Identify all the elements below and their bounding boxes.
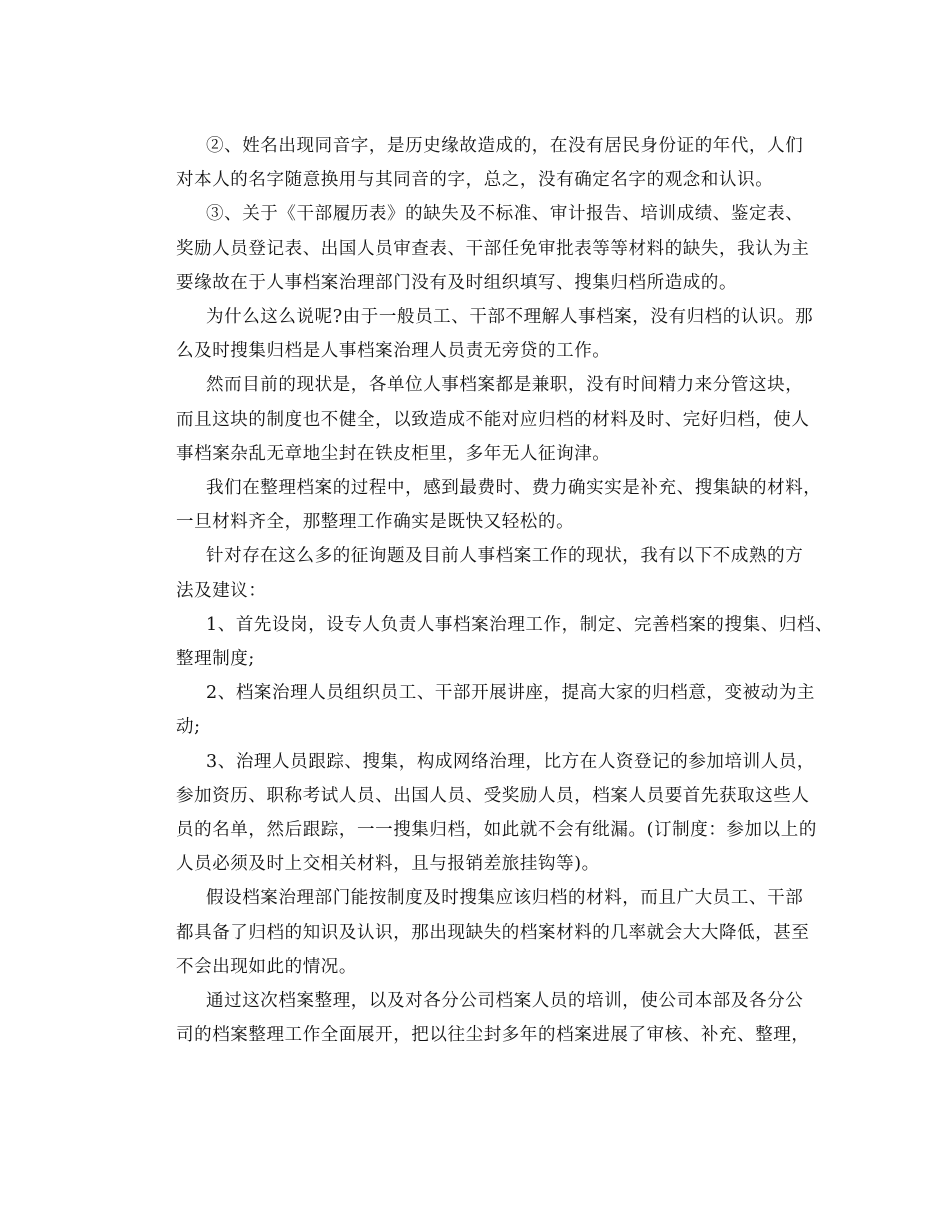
- text-line: 么及时搜集归档是人事档案治理人员责无旁贷的工作。: [176, 341, 611, 362]
- text-line: 整理制度;: [176, 649, 255, 670]
- text-line: 然而目前的现状是，各单位人事档案都是兼职，没有时间精力来分管这块，: [206, 375, 804, 396]
- text-line: 要缘故在于人事档案治理部门没有及时组织填写、搜集归档所造成的。: [176, 272, 738, 293]
- text-line: ③、关于《干部履历表》的缺失及不标准、审计报告、培训成绩、鉴定表、: [206, 204, 804, 225]
- paragraph-1: [146, 129, 846, 197]
- text-line: 为什么这么说呢?由于一般员工、干部不理解人事档案，没有归档的认识。那: [206, 307, 814, 328]
- text-line: 对本人的名字随意换用与其同音的字，总之，没有确定名字的观念和认识。: [176, 170, 774, 191]
- paragraph-9: [146, 745, 846, 882]
- text-line: 通过这次档案整理，以及对各分公司档案人员的培训，使公司本部及各分公: [206, 991, 804, 1012]
- paragraph-10: [146, 881, 846, 984]
- document-body: [146, 129, 846, 1052]
- paragraph-11: [146, 984, 846, 1052]
- paragraph-4: [146, 368, 846, 471]
- text-line: 事档案杂乱无章地尘封在铁皮柜里，多年无人征询津。: [176, 443, 611, 464]
- paragraph-7: [146, 608, 846, 676]
- text-line: 人员必须及时上交相关材料，且与报销差旅挂钩等)。: [176, 854, 600, 875]
- paragraph-2: [146, 197, 846, 300]
- text-line: 假设档案治理部门能按制度及时搜集应该归档的材料，而且广大员工、干部: [206, 888, 804, 909]
- paragraph-5: [146, 471, 846, 539]
- text-line: 3、治理人员跟踪、搜集，构成网络治理，比方在人资登记的参加培训人员，: [206, 751, 816, 772]
- text-line: 1、首先设岗，设专人负责人事档案治理工作，制定、完善档案的搜集、归档、: [206, 614, 834, 635]
- text-line: 参加资历、职称考试人员、出国人员、受奖励人员，档案人员要首先获取这些人: [176, 785, 810, 806]
- text-line: 动;: [176, 717, 201, 738]
- text-line: 我们在整理档案的过程中，感到最费时、费力确实实是补充、搜集缺的材料，: [206, 478, 822, 499]
- text-line: ②、姓名出现同音字，是历史缘故造成的，在没有居民身份证的年代，人们: [206, 136, 804, 156]
- text-line: 奖励人员登记表、出国人员审查表、干部任免审批表等等材料的缺失，我认为主: [176, 238, 810, 259]
- text-line: 员的名单，然后跟踪，一一搜集归档，如此就不会有纰漏。(订制度：参加以上的: [176, 820, 817, 841]
- text-line: 针对存在这么多的征询题及目前人事档案工作的现状，我有以下不成熟的方: [206, 546, 804, 567]
- text-line: 司的档案整理工作全面展开，把以往尘封多年的档案进展了审核、补充、整理，: [176, 1025, 810, 1046]
- paragraph-6: [146, 539, 846, 607]
- text-line: 法及建议：: [176, 580, 267, 601]
- text-line: 一旦材料齐全，那整理工作确实是既快又轻松的。: [176, 512, 575, 533]
- text-line: 2、档案治理人员组织员工、干部开展讲座，提高大家的归档意，变被动为主: [206, 683, 816, 704]
- text-line: 不会出现如此的情况。: [176, 956, 357, 977]
- paragraph-3: [146, 300, 846, 368]
- text-line: 而且这块的制度也不健全，以致造成不能对应归档的材料及时、完好归档，使人: [176, 409, 810, 430]
- paragraph-8: [146, 676, 846, 744]
- text-line: 都具备了归档的知识及认识，那出现缺失的档案材料的几率就会大大降低，甚至: [176, 922, 810, 943]
